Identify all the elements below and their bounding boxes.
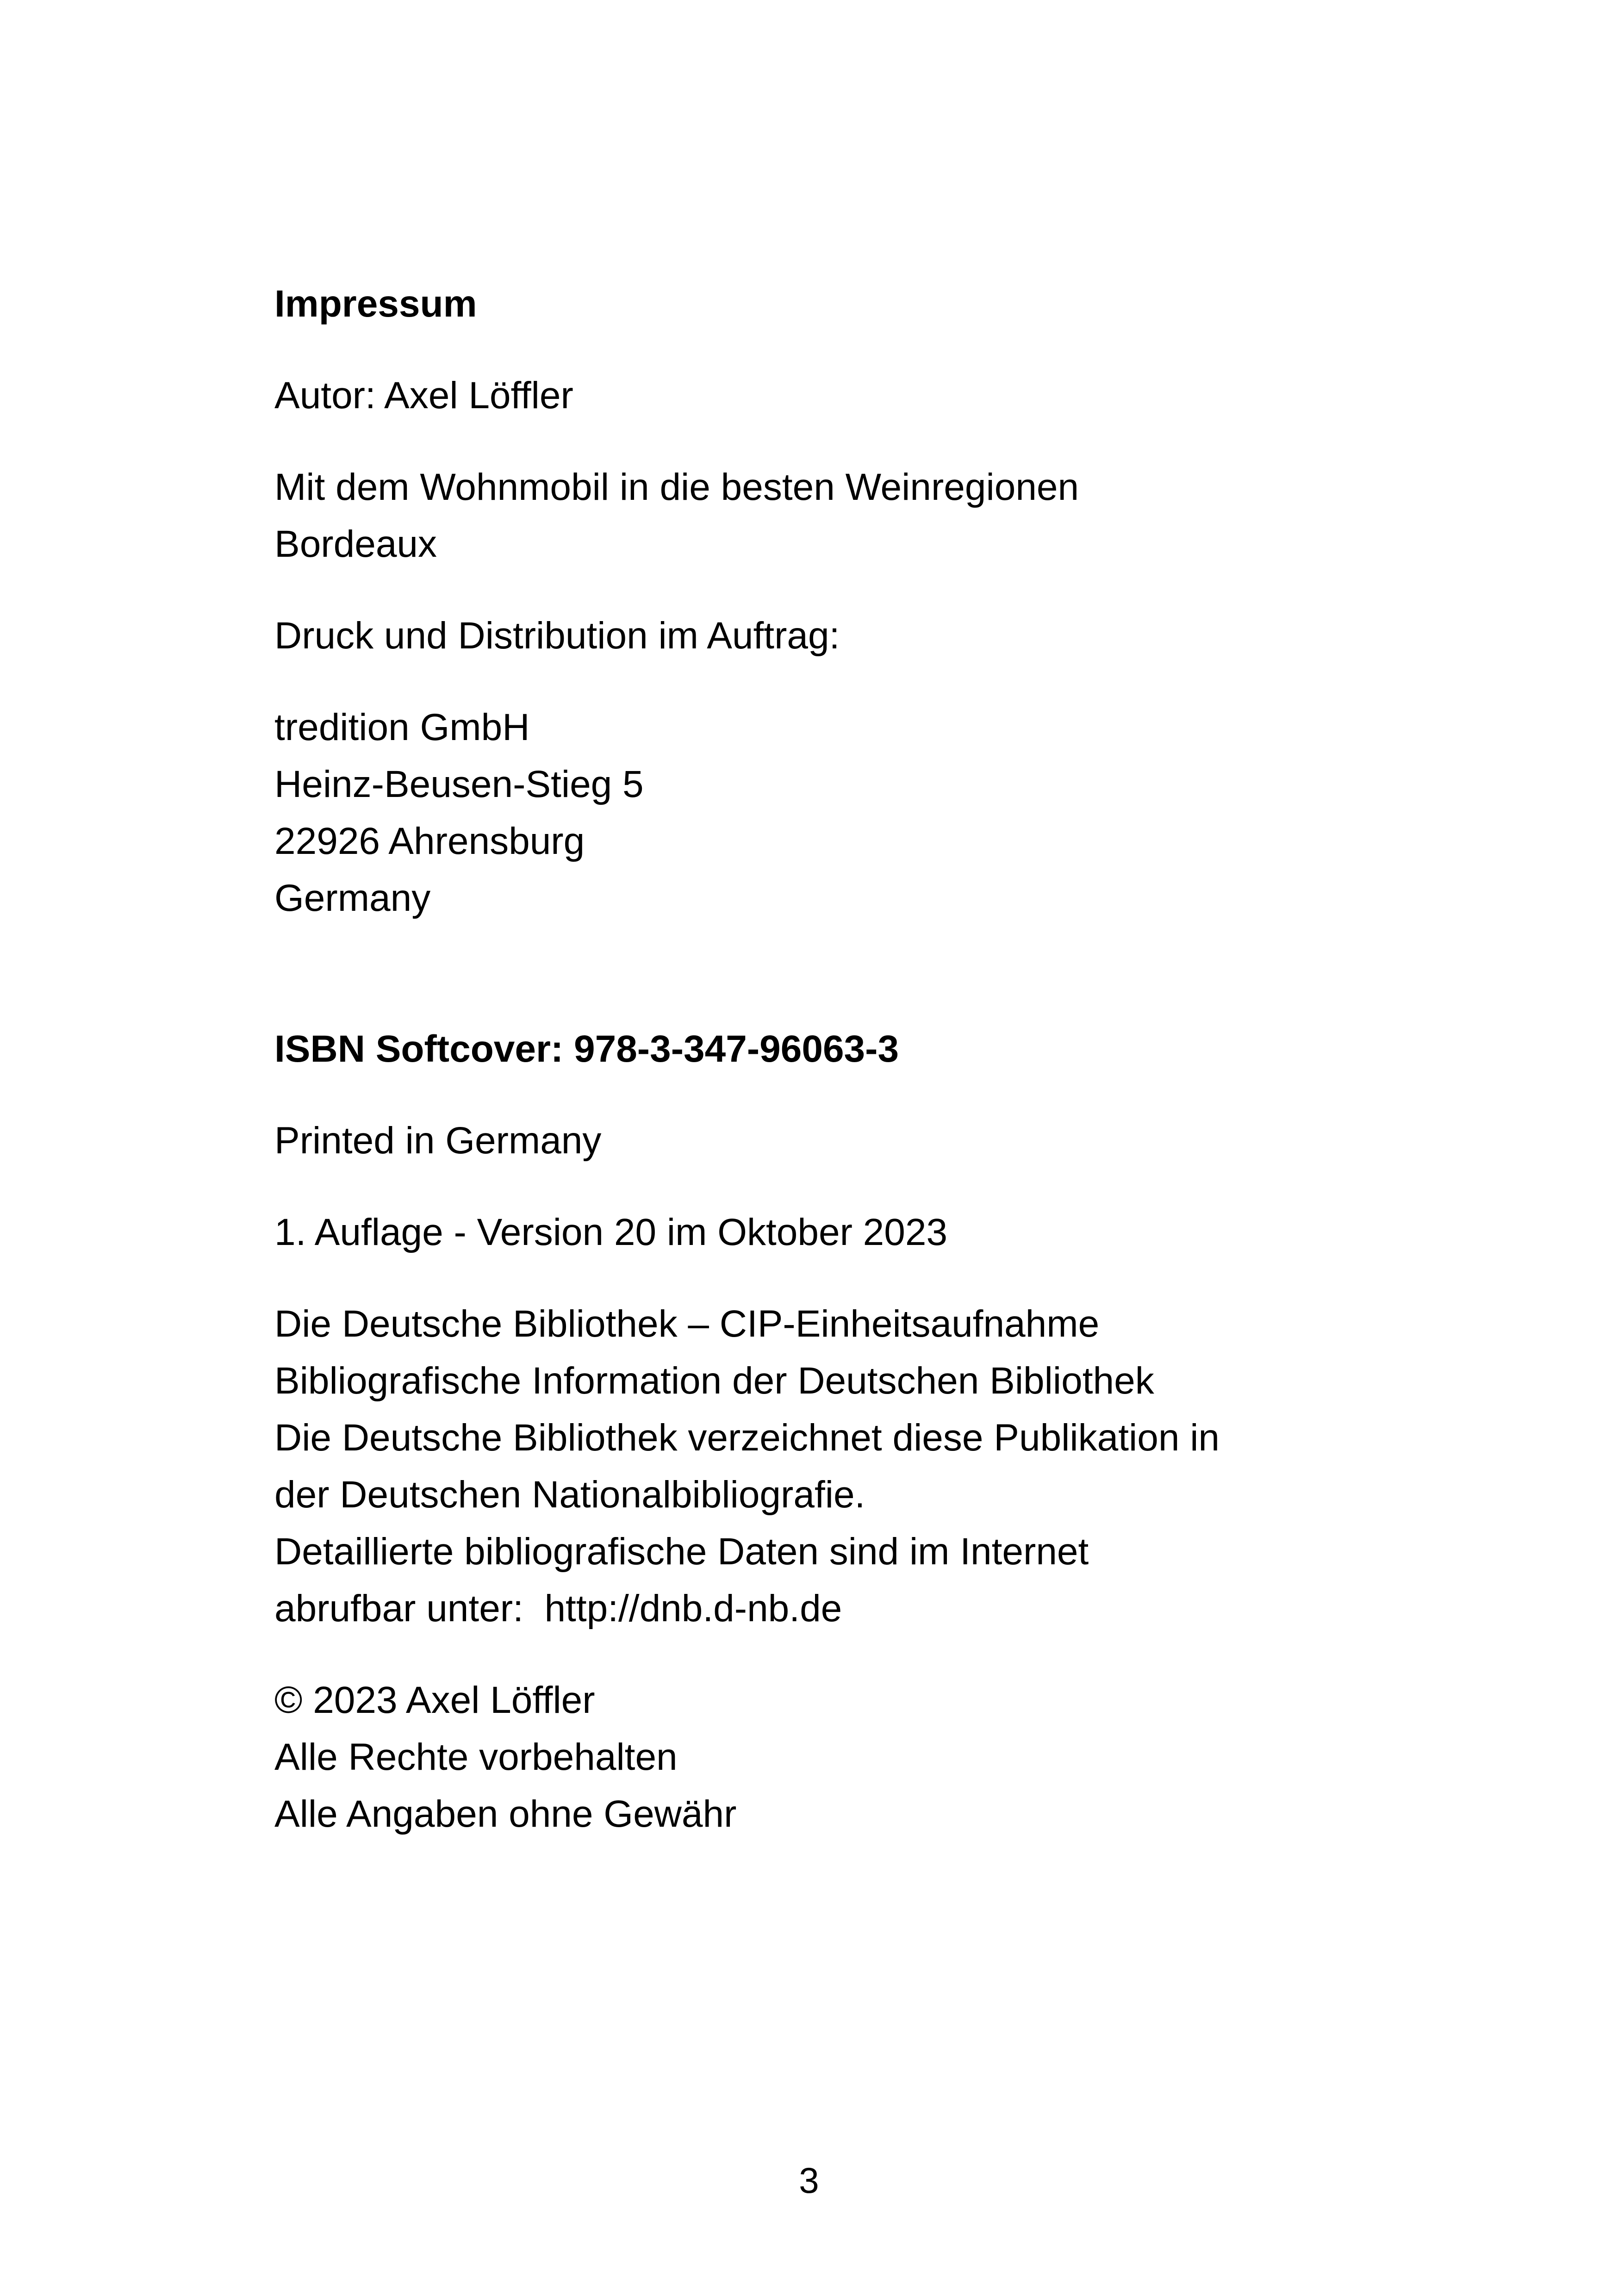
book-title-line: Bordeaux: [274, 523, 437, 565]
section-spacer: [274, 961, 1394, 1020]
author-line: Autor: Axel Löffler: [274, 374, 573, 417]
printed-block: [274, 1112, 1394, 1169]
book-title-block: [274, 459, 1394, 572]
publisher-street: Heinz-Beusen-Stieg 5: [274, 763, 644, 805]
bibliographic-line: Bibliografische Information der Deutschen Bibliothek: [274, 1360, 1154, 1402]
book-title-line: Mit dem Wohnmobil in die besten Weinregionen: [274, 466, 1079, 508]
printed-line: Printed in Germany: [274, 1120, 602, 1162]
publisher-country: Germany: [274, 877, 431, 919]
imprint-content: [274, 275, 1394, 1877]
publisher-city: 22926 Ahrensburg: [274, 820, 585, 862]
bibliographic-url-line: abrufbar unter: http://dnb.d-nb.de: [274, 1587, 842, 1630]
bibliographic-info-block: [274, 1295, 1394, 1637]
bibliographic-line: Detaillierte bibliografische Daten sind im Internet: [274, 1531, 1089, 1573]
isbn-line: ISBN Softcover: 978-3-347-96063-3: [274, 1028, 899, 1070]
disclaimer-line: Alle Angaben ohne Gewähr: [274, 1793, 737, 1835]
edition-block: [274, 1204, 1394, 1261]
copyright-block: [274, 1672, 1394, 1842]
distribution-block: [274, 607, 1394, 664]
imprint-heading: Impressum: [274, 283, 477, 325]
author-block: [274, 367, 1394, 424]
copyright-line: © 2023 Axel Löffler: [274, 1679, 595, 1721]
bibliographic-line: Die Deutsche Bibliothek – CIP-Einheitsaufnahme: [274, 1303, 1100, 1345]
isbn-block: [274, 1020, 1394, 1077]
publisher-address-block: [274, 699, 1394, 927]
bibliographic-line: Die Deutsche Bibliothek verzeichnet diese Publikation in: [274, 1417, 1220, 1459]
imprint-heading-block: [274, 275, 1394, 332]
page-number: 3: [799, 2160, 819, 2201]
rights-line: Alle Rechte vorbehalten: [274, 1736, 678, 1778]
edition-line: 1. Auflage - Version 20 im Oktober 2023: [274, 1211, 948, 1253]
distribution-label: Druck und Distribution im Auftrag:: [274, 615, 840, 657]
bibliographic-line: der Deutschen Nationalbibliografie.: [274, 1474, 865, 1516]
publisher-name: tredition GmbH: [274, 706, 530, 748]
